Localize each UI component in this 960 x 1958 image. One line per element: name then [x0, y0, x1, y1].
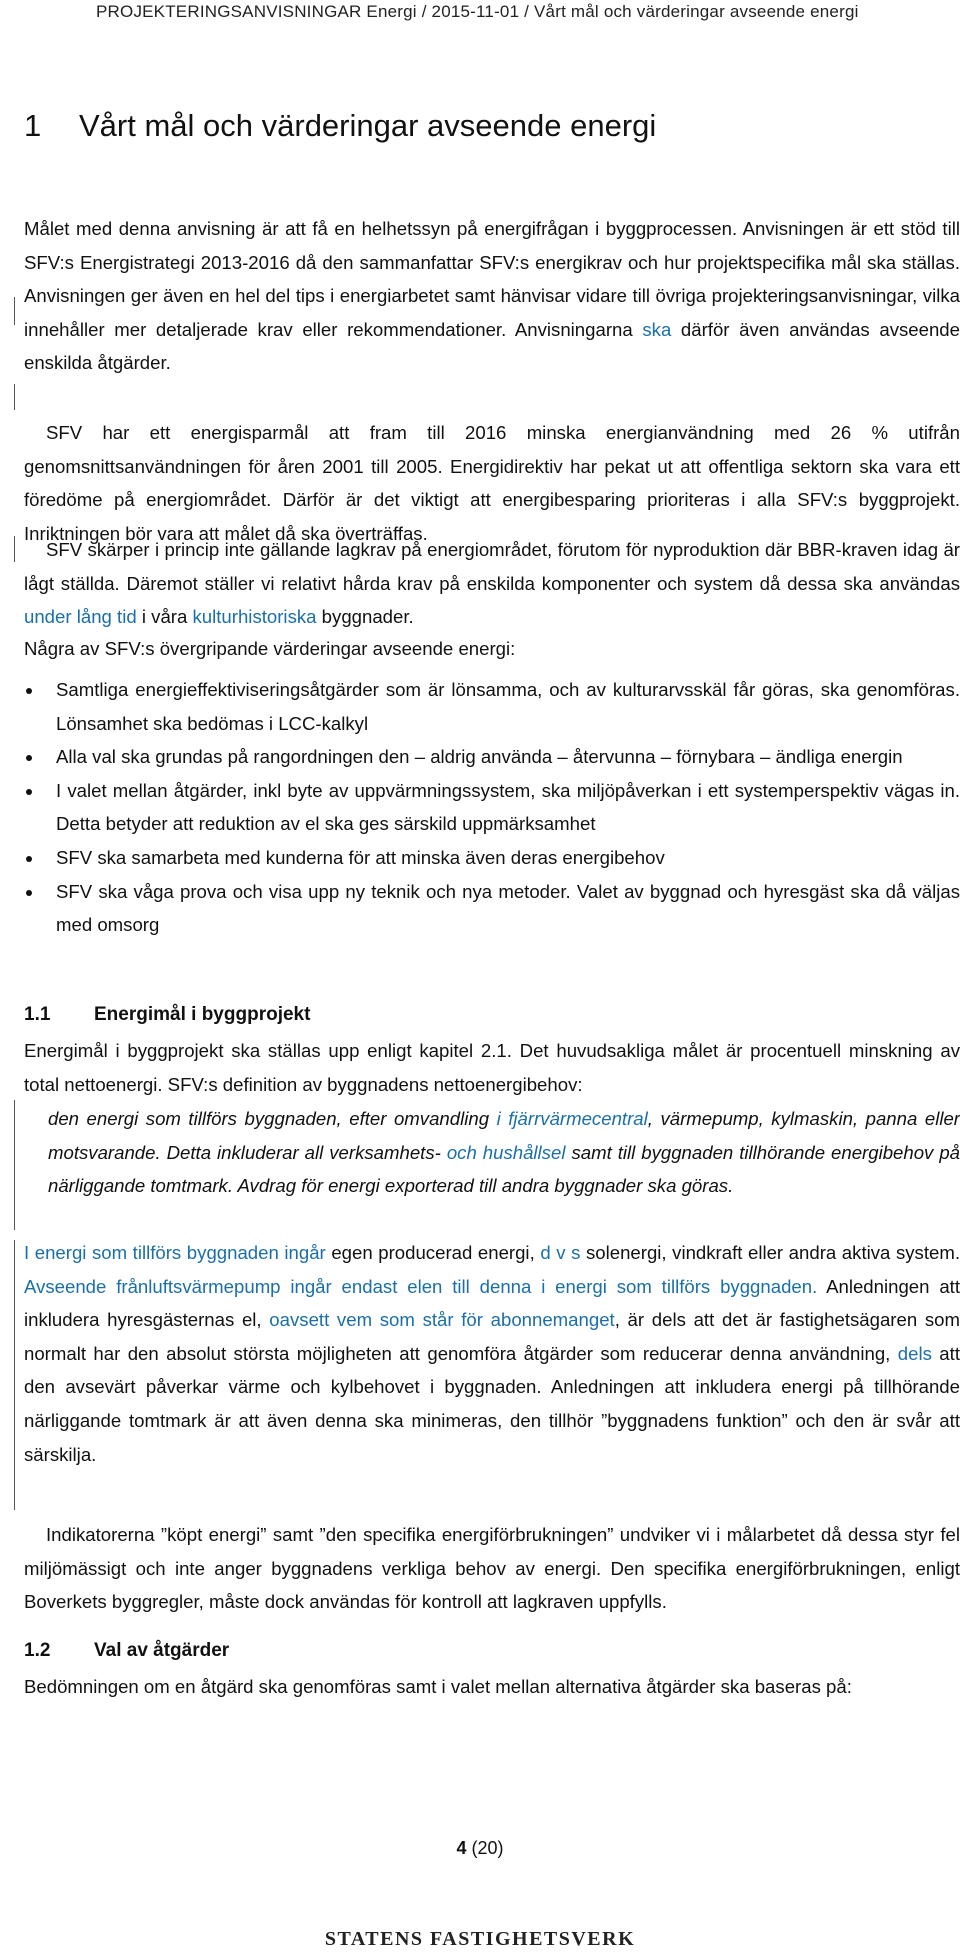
- revision-mark: Avseende frånluftsvärmepump ingår endast elen till denna i energi som tillförs byggnaden.: [24, 1275, 818, 1297]
- section-number: 1.2: [24, 1640, 51, 1661]
- values-intro: Några av SFV:s övergripande värderingar avseende energi:: [24, 638, 516, 659]
- list-item-text: Alla val ska grundas på rangordningen den – aldrig använda – återvunna – förnybara – ändliga energin: [56, 746, 903, 768]
- list-item-text: Samtliga energieffektiviseringsåtgärder som är lönsamma, och av kulturarvsskäl får göras, ska genomföras. Lönsamhet ska bedömas i LCC-kalkyl: [56, 679, 960, 734]
- text-run: egen producerad energi,: [325, 1242, 541, 1263]
- page-total: (20): [471, 1838, 504, 1858]
- change-bar: [14, 1240, 15, 1510]
- revision-mark: oavsett vem som står för abonnemanget: [269, 1309, 615, 1331]
- bullet-icon: [26, 789, 32, 795]
- paragraph-requirements: [24, 533, 960, 634]
- text-run: solenergi, vindkraft eller andra aktiva system.: [580, 1242, 960, 1263]
- paragraph-energy-target: SFV har ett energisparmål att fram till 2016 minska energianvändning med 26 % utifrån genomsnittsanvändningen för åren 2001 till 2005. Energidirektiv har pekat ut att offentliga sektorn ska vara ett föredöme på energiområdet. Därför är det viktigt att energibesparing prioriteras i alla SFV:s byggprojekt. Inriktningen bör vara att målet då ska överträffas.: [24, 422, 960, 544]
- paragraph-energy-goals: Energimål i byggprojekt ska ställas upp enligt kapitel 2.1. Det huvudsakliga målet är procentuell minskning av total nettoenergi. SFV:s definition av byggnadens nettoenergibehov:: [24, 1040, 960, 1095]
- text-run: , värmepump, kylmaskin, panna eller motsvarande. Detta inkluderar all verksamhets-: [48, 1108, 960, 1163]
- list-item-text: I valet mellan åtgärder, inkl byte av uppvärmningssystem, ska miljöpåverkan i ett systemperspektiv vägas in. Detta betyder att reduktion av el ska ges särskild uppmärksamhet: [56, 779, 960, 835]
- change-bar: [14, 1100, 15, 1230]
- bullet-icon: [26, 755, 32, 761]
- text-run: SFV skärper i princip inte gällande lagkrav på energiområdet, förutom för nyproduktion där BBR-kraven idag är lågt ställda. Däremot ställer vi relativt hårda krav på enskilda komponenter och system då dessa ska användas: [24, 539, 960, 594]
- list-item: [24, 740, 960, 774]
- footer-logo-text: STATENS FASTIGHETSVERK: [324, 1928, 636, 1950]
- text-run: den energi som tillförs byggnaden, efter omvandling: [48, 1108, 497, 1129]
- values-list: [24, 673, 960, 942]
- running-header: PROJEKTERINGSANVISNINGAR Energi / 2015-11-01 / Vårt mål och värderingar avseende energi: [96, 2, 859, 21]
- change-bar: [14, 536, 15, 562]
- paragraph-supplied-energy: [24, 1236, 960, 1471]
- list-item: [24, 875, 960, 942]
- revision-mark: ska: [642, 318, 672, 340]
- text-run: att den avsevärt påverkar värme och kylbehovet i byggnaden. Anledningen att inkludera energi på tillhörande närliggande tomtmark är att även denna ska minimeras, den tillhör ”byggnadens funktion” och den är svår att särskilja.: [24, 1342, 960, 1465]
- definition-quote: [48, 1102, 960, 1203]
- revision-mark: dels: [897, 1342, 932, 1364]
- bullet-icon: [26, 856, 32, 862]
- revision-mark: I energi som tillförs byggnaden ingår: [24, 1242, 326, 1263]
- paragraph-purpose: [24, 212, 960, 380]
- bullet-icon: [26, 890, 32, 896]
- section-heading-1-2: [24, 1640, 229, 1662]
- text-run: byggnader.: [316, 606, 414, 628]
- text-run: , är dels att det är fastighetsägaren som normalt har den absolut största möjligheten att genomföra åtgärder som reducerar denna användning,: [24, 1309, 960, 1364]
- section-heading-1-1: [24, 1004, 310, 1026]
- revision-mark: i fjärrvärmecentral: [496, 1108, 648, 1129]
- section-number: 1: [24, 108, 42, 143]
- change-bar: [14, 384, 15, 410]
- revision-mark: och hushållsel: [446, 1141, 566, 1163]
- paragraph-indicators: Indikatorerna ”köpt energi” samt ”den specifika energiförbrukningen” undviker vi i målarbetet då dessa styr fel miljömässigt och inte anger byggnadens verkliga behov av energi. Den specifika energiförbrukningen, enligt Boverkets byggregler, måste dock användas för kontroll att lagkraven uppfylls.: [24, 1524, 960, 1613]
- section-title: Vårt mål och värderingar avseende energi: [79, 108, 657, 143]
- text-run: Anledningen att inkludera hyresgästernas el,: [24, 1275, 960, 1331]
- revision-mark: kulturhistoriska: [192, 606, 317, 628]
- text-run: i våra: [136, 606, 193, 628]
- list-item-text: SFV ska samarbeta med kunderna för att minska även deras energibehov: [56, 846, 665, 868]
- change-bar: [14, 297, 15, 325]
- page-current: 4: [456, 1838, 467, 1858]
- text-run: samt till byggnaden tillhörande energibehov på närliggande tomtmark. Avdrag för energi exporterad till andra byggnader ska göras.: [48, 1141, 960, 1197]
- list-item: [24, 673, 960, 740]
- paragraph-measures: Bedömningen om en åtgärd ska genomföras samt i valet mellan alternativa åtgärder ska baseras på:: [24, 1676, 852, 1697]
- section-number: 1.1: [24, 1004, 51, 1025]
- list-item-text: SFV ska våga prova och visa upp ny teknik och nya metoder. Valet av byggnad och hyresgäst ska då väljas med omsorg: [56, 880, 960, 936]
- section-title: Val av åtgärder: [94, 1640, 230, 1661]
- list-item: [24, 774, 960, 841]
- text-run: därför även användas avseende enskilda åtgärder.: [24, 318, 960, 374]
- page-number: [0, 1838, 960, 1859]
- revision-mark: d v s: [540, 1242, 581, 1263]
- text-run: Målet med denna anvisning är att få en helhetssyn på energifrågan i byggprocessen. Anvisningen är ett stöd till SFV:s Energistrategi 2013-2016 då den sammanfattar SFV:s energikrav och hur projektspecifika mål ska ställas. Anvisningen ger även en hel del tips i energiarbetet samt hänvisar vidare till övriga projekteringsanvisningar, vilka innehåller mer detaljerade krav eller rekommendationer. Anvisningarna: [24, 218, 960, 340]
- section-heading-1: [24, 108, 656, 144]
- section-title: Energimål i byggprojekt: [94, 1004, 311, 1025]
- revision-mark: under lång tid: [24, 606, 137, 628]
- bullet-icon: [26, 688, 32, 694]
- list-item: [24, 841, 960, 875]
